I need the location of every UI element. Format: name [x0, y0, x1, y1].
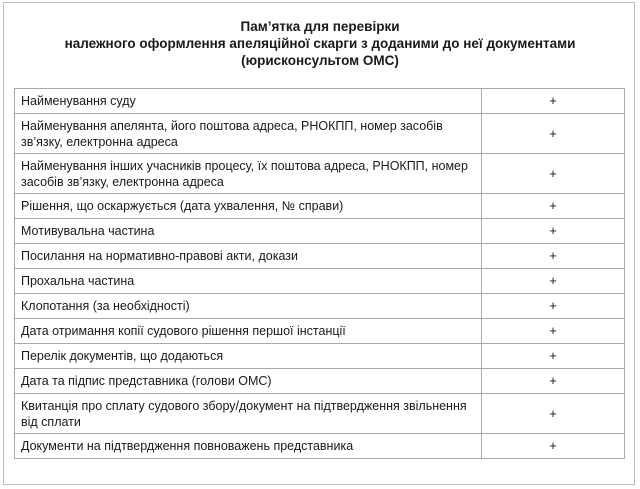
- row-mark: +: [482, 244, 625, 269]
- row-item: Дата та підпис представника (голови ОМС): [15, 369, 482, 394]
- table-row: [15, 394, 625, 434]
- row-mark: +: [482, 319, 625, 344]
- title-line-2: належного оформлення апеляційної скарги з доданими до неї документами: [64, 36, 576, 51]
- title-line-3: (юрисконсультом ОМС): [241, 53, 399, 68]
- row-item: Найменування суду: [15, 89, 482, 114]
- row-item: Мотивувальна частина: [15, 219, 482, 244]
- row-item: Прохальна частина: [15, 269, 482, 294]
- table-row: [15, 434, 625, 459]
- row-mark: +: [482, 434, 625, 459]
- row-mark: +: [482, 219, 625, 244]
- row-item: Найменування апелянта, його поштова адреса, РНОКПП, номер засобів зв’язку, електронна адреса: [15, 114, 482, 154]
- table-row: [15, 219, 625, 244]
- row-item: Клопотання (за необхідності): [15, 294, 482, 319]
- table-row: [15, 244, 625, 269]
- row-mark: +: [482, 114, 625, 154]
- table-row: [15, 269, 625, 294]
- row-item: Дата отримання копії судового рішення першої інстанції: [15, 319, 482, 344]
- row-item: Документи на підтвердження повноважень представника: [15, 434, 482, 459]
- row-mark: +: [482, 89, 625, 114]
- table-row: [15, 154, 625, 194]
- row-mark: +: [482, 294, 625, 319]
- row-mark: +: [482, 344, 625, 369]
- table-row: [15, 114, 625, 154]
- row-item: Перелік документів, що додаються: [15, 344, 482, 369]
- row-item: Квитанція про сплату судового збору/документ на підтвердження звільнення від сплати: [15, 394, 482, 434]
- table-row: [15, 369, 625, 394]
- row-item: Найменування інших учасників процесу, їх поштова адреса, РНОКПП, номер засобів зв’язку, електронна адреса: [15, 154, 482, 194]
- title-line-1: Пам’ятка для перевірки: [240, 19, 400, 34]
- table-row: [15, 319, 625, 344]
- row-mark: +: [482, 154, 625, 194]
- table-row: [15, 294, 625, 319]
- row-item: Посилання на нормативно-правові акти, докази: [15, 244, 482, 269]
- table-row: [15, 194, 625, 219]
- table-row: [15, 89, 625, 114]
- row-mark: +: [482, 194, 625, 219]
- row-item: Рішення, що оскаржується (дата ухвалення, № справи): [15, 194, 482, 219]
- row-mark: +: [482, 394, 625, 434]
- row-mark: +: [482, 369, 625, 394]
- checklist-table: [14, 88, 625, 459]
- table-row: [15, 344, 625, 369]
- row-mark: +: [482, 269, 625, 294]
- memo-title: [0, 18, 640, 69]
